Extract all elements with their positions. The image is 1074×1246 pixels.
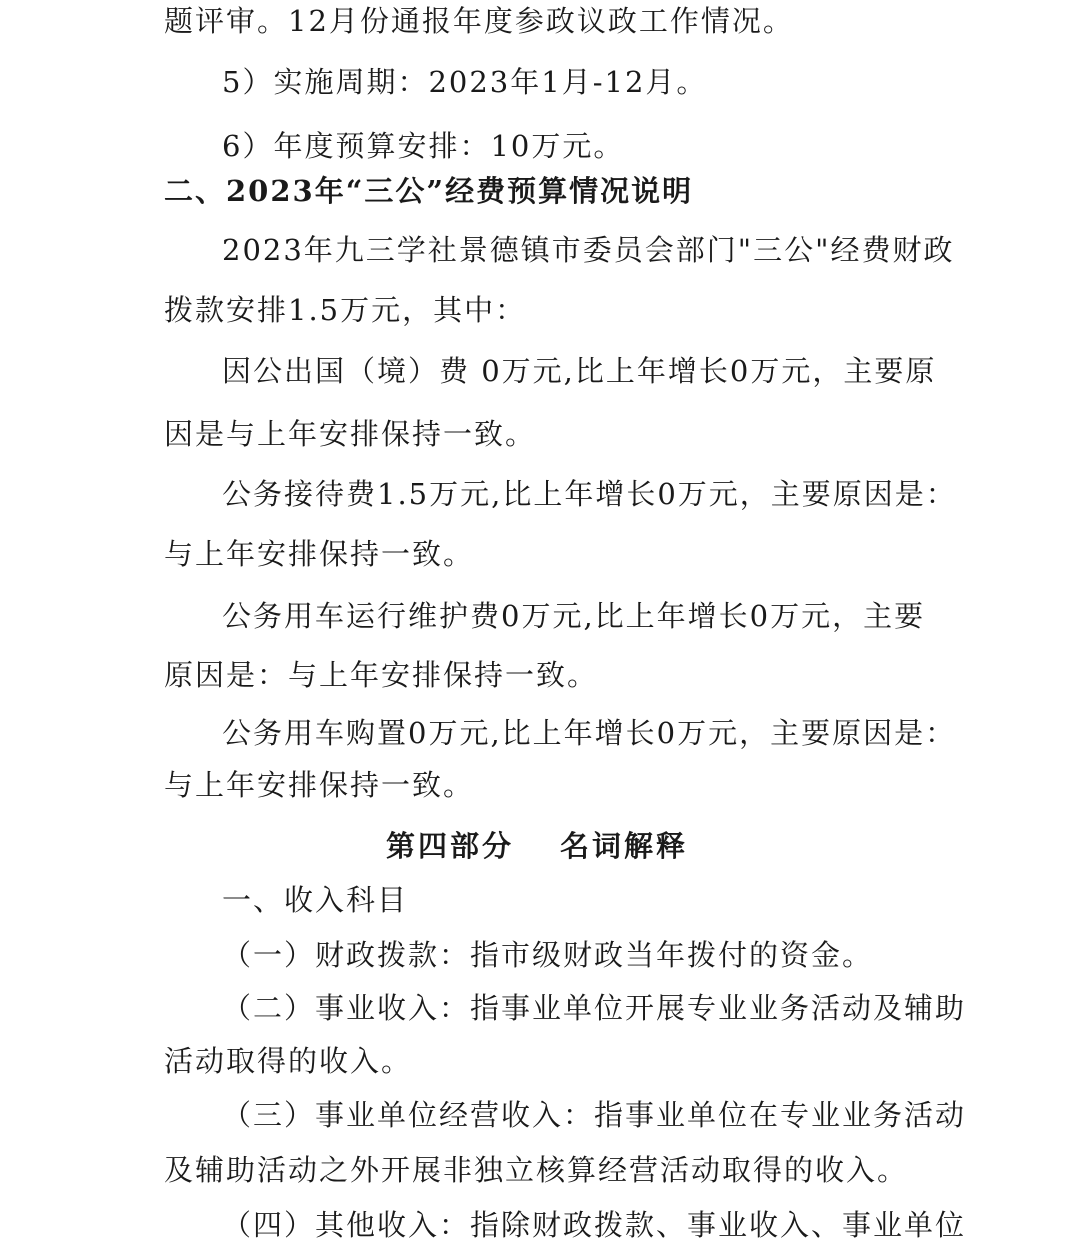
paragraph-line: 公务用车运行维护费0万元,比上年增长0万元，主要 — [222, 599, 926, 633]
glossary-line: 及辅助活动之外开展非独立核算经营活动取得的收入。 — [164, 1153, 909, 1187]
paragraph-line: 与上年安排保持一致。 — [164, 537, 475, 571]
paragraph-line: 因公出国（境）费 0万元,比上年增长0万元，主要原 — [222, 354, 937, 388]
paragraph-line: 拨款安排1.5万元，其中： — [164, 293, 527, 327]
paragraph-line: 原因是：与上年安排保持一致。 — [164, 658, 599, 692]
paragraph-line: 公务接待费1.5万元,比上年增长0万元，主要原因是： — [222, 477, 957, 511]
glossary-line: （一）财政拨款：指市级财政当年拨付的资金。 — [222, 938, 874, 972]
paragraph-line: 6）年度预算安排：10万元。 — [222, 129, 625, 163]
part-title-name: 名词解释 — [560, 829, 689, 863]
paragraph-line: 与上年安排保持一致。 — [164, 768, 475, 802]
part-title — [0, 826, 1074, 866]
part-title-number: 第四部分 — [385, 829, 514, 863]
glossary-line: 活动取得的收入。 — [164, 1044, 413, 1078]
paragraph-line: 5）实施周期：2023年1月-12月。 — [222, 65, 708, 99]
paragraph-line: 因是与上年安排保持一致。 — [164, 417, 537, 451]
glossary-line: （三）事业单位经营收入：指事业单位在专业业务活动 — [222, 1098, 967, 1132]
paragraph-line: 2023年九三学社景德镇市委员会部门"三公"经费财政 — [222, 233, 955, 267]
glossary-line: （二）事业收入：指事业单位开展专业业务活动及辅助 — [222, 991, 967, 1025]
glossary-line: （四）其他收入：指除财政拨款、事业收入、事业单位 — [222, 1208, 967, 1242]
section-heading: 二、2023年“三公”经费预算情况说明 — [164, 174, 694, 208]
glossary-heading: 一、收入科目 — [222, 883, 409, 917]
paragraph-line: 公务用车购置0万元,比上年增长0万元，主要原因是： — [222, 716, 957, 750]
paragraph-line: 题评审。12月份通报年度参政议政工作情况。 — [164, 4, 794, 38]
